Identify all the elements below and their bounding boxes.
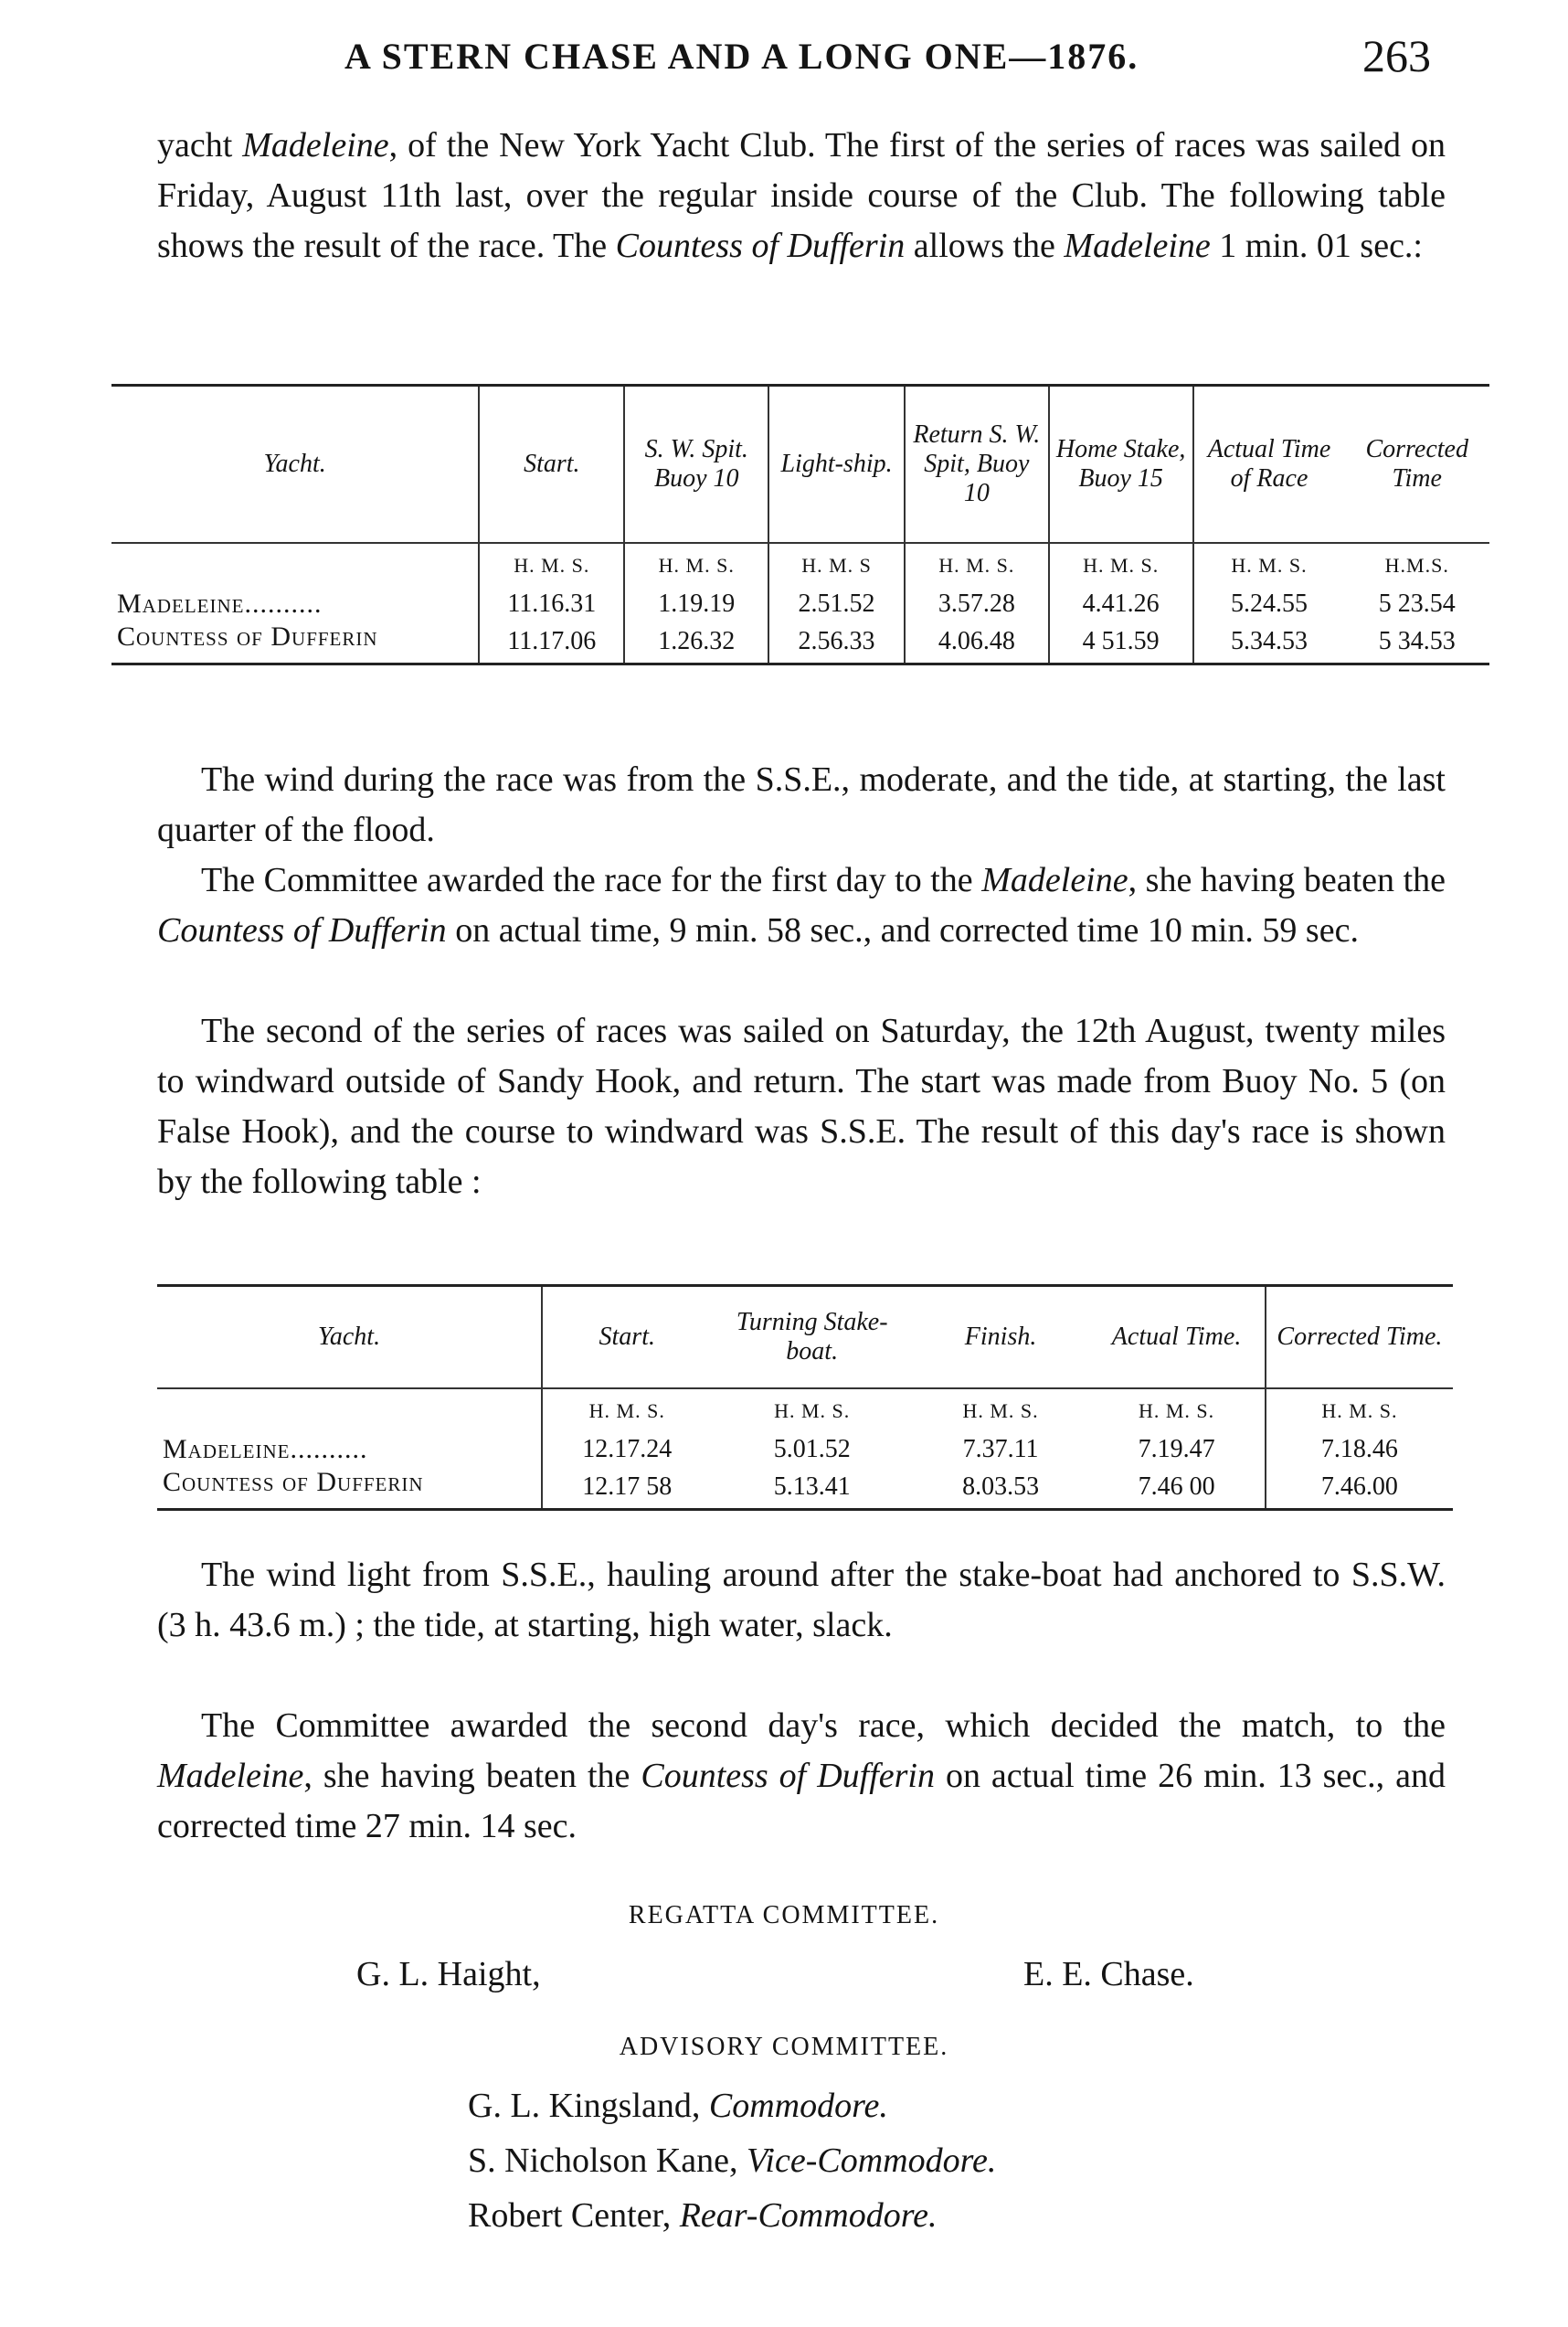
advisory-member-vice-commodore <box>468 2141 996 2181</box>
award1-yacht-countess: Countess of Dufferin <box>157 911 447 950</box>
second-race-units-row <box>157 1388 1453 1433</box>
t1-cell: 3.57.28 <box>905 588 1049 621</box>
first-race-header-row <box>111 386 1489 544</box>
award2-text-a: The Committee awarded the second day's race, which decided the match, to the <box>201 1706 1446 1745</box>
t1-unit: H. M. S. <box>1049 543 1193 588</box>
t2-header-start: Start. <box>542 1286 712 1389</box>
regatta-committee-heading: REGATTA COMMITTEE. <box>628 1901 940 1929</box>
award2-text-c: on actual time 26 min. 13 sec., and corrected time 27 min. 14 sec. <box>157 1757 1446 1845</box>
t1-header-corrected-time: Corrected Time <box>1365 435 1468 493</box>
t2-unit: H. M. S. <box>542 1388 712 1433</box>
second-race-paragraph <box>157 1006 1446 1207</box>
t2-cell: 5.01.52 <box>773 1435 851 1463</box>
wind-paragraph-2 <box>157 1550 1446 1651</box>
second-race-text: The second of the series of races was sailed on Saturday, the 12th August, twenty miles to windward outside of Sandy Hook, and return. The start was made from Buoy No. 5 (on False Hook), and the course to windward was S.S.E. The result of this day's race is shown by the following table : <box>157 1012 1446 1201</box>
advisory-committee-heading: ADVISORY COMMITTEE. <box>619 2033 949 2061</box>
award-paragraph-2 <box>157 1701 1446 1852</box>
t1-unit: H. M. S. <box>479 543 624 588</box>
t1-header-yacht: Yacht. <box>263 450 326 478</box>
table-row <box>157 1466 1453 1510</box>
wind-paragraph-1 <box>157 755 1446 855</box>
intro-text-2: , of the New York Yacht Club. The first of the series of races was sailed on Friday, August 11th last, over the regular inside course of the Club. The following table shows the result of the race. The <box>157 126 1446 265</box>
t2-yacht-name: Madeleine.......... <box>163 1434 368 1464</box>
t2-unit <box>157 1388 542 1433</box>
t1-header-return-sw-spit: Return S. W. Spit, Buoy 10 <box>905 386 1049 544</box>
t2-yacht-name: Countess of Dufferin <box>163 1467 424 1497</box>
t1-unit: H. M. S. <box>624 543 768 588</box>
advisory-member-title: Commodore. <box>708 2087 888 2125</box>
advisory-member-title: Rear-Commodore. <box>679 2196 938 2235</box>
t1-header-home-stake: Home Stake, Buoy 15 <box>1049 386 1193 544</box>
award1-text-b: , she having beaten the <box>1128 861 1446 899</box>
t1-cell: 2.51.52 <box>768 588 905 621</box>
regatta-member-haight: G. L. Haight, <box>356 1955 541 1993</box>
t1-yacht-name: Countess of Dufferin <box>117 622 378 652</box>
t2-header-corrected-time: Corrected Time. <box>1266 1286 1453 1389</box>
intro-yacht-madeleine-2: Madeleine <box>1064 227 1211 265</box>
intro-yacht-countess: Countess of Dufferin <box>615 227 906 265</box>
intro-yacht-madeleine: Madeleine <box>242 126 389 165</box>
advisory-member-name: G. L. Kingsland, <box>468 2087 701 2125</box>
second-race-table <box>157 1284 1453 1511</box>
t2-cell: 7.18.46 <box>1266 1433 1453 1466</box>
t1-unit: H.M.S. <box>1384 554 1449 577</box>
t2-unit: H. M. S. <box>962 1399 1039 1422</box>
t1-header-start: Start. <box>479 386 624 544</box>
t2-cell: 5.13.41 <box>773 1472 851 1501</box>
advisory-member-rear-commodore <box>468 2195 937 2236</box>
intro-paragraph <box>157 121 1446 271</box>
intro-text-3: allows the <box>913 227 1055 265</box>
wind-text-1: The wind during the race was from the S.S.E., moderate, and the tide, at starting, the last quarter of the flood. <box>157 760 1446 849</box>
t1-cell: 4.06.48 <box>905 621 1049 664</box>
t1-unit: H. M. S. <box>905 543 1049 588</box>
t1-header-actual-time: Actual Time of Race <box>1193 386 1345 544</box>
t2-header-actual-time: Actual Time. <box>1111 1323 1242 1351</box>
award1-yacht-madeleine: Madeleine <box>981 861 1128 899</box>
t2-cell: 7.46.00 <box>1266 1466 1453 1510</box>
t1-cell: 11.17.06 <box>479 621 624 664</box>
intro-text-1: yacht <box>157 126 233 165</box>
t2-cell: 7.37.11 <box>962 1435 1039 1463</box>
t1-cell: 2.56.33 <box>768 621 905 664</box>
t1-unit: H. M. S <box>768 543 905 588</box>
advisory-member-title: Vice-Commodore. <box>747 2141 997 2180</box>
first-race-units-row <box>111 543 1489 588</box>
t2-unit: H. M. S. <box>1266 1388 1453 1433</box>
t1-cell: 1.19.19 <box>624 588 768 621</box>
t2-header-yacht: Yacht. <box>317 1323 381 1351</box>
t2-unit: H. M. S. <box>774 1399 851 1422</box>
advisory-member-name: S. Nicholson Kane, <box>468 2141 738 2180</box>
t1-unit: H. M. S. <box>1193 543 1345 588</box>
t2-header-finish: Finish. <box>964 1323 1037 1351</box>
first-race-table <box>111 384 1489 665</box>
t2-cell: 7.19.47 <box>1138 1435 1215 1463</box>
award1-text-a: The Committee awarded the race for the first day to the <box>201 861 973 899</box>
award2-yacht-countess: Countess of Dufferin <box>641 1757 935 1795</box>
award1-text-c: on actual time, 9 min. 58 sec., and corrected time 10 min. 59 sec. <box>455 911 1359 950</box>
t2-cell: 12.17.24 <box>542 1433 712 1466</box>
t1-cell: 4 51.59 <box>1049 621 1193 664</box>
t2-unit: H. M. S. <box>1138 1399 1215 1422</box>
award2-yacht-madeleine: Madeleine <box>157 1757 304 1795</box>
award-paragraph-1 <box>157 855 1446 956</box>
advisory-member-name: Robert Center, <box>468 2196 672 2235</box>
table-row <box>111 621 1489 664</box>
t1-unit <box>111 543 479 588</box>
t1-yacht-name: Madeleine.......... <box>117 589 323 619</box>
t1-cell: 5 23.54 <box>1378 590 1456 618</box>
t1-cell: 11.16.31 <box>479 588 624 621</box>
t1-header-sw-spit: S. W. Spit. Buoy 10 <box>624 386 768 544</box>
running-head-title: A STERN CHASE AND A LONG ONE—1876. <box>344 36 1139 77</box>
advisory-member-commodore <box>468 2086 888 2126</box>
table-row <box>157 1433 1453 1466</box>
t1-header-lightship: Light-ship. <box>768 386 905 544</box>
intro-text-4: 1 min. 01 sec.: <box>1219 227 1423 265</box>
table-row <box>111 588 1489 621</box>
t1-cell: 5.24.55 <box>1193 588 1345 621</box>
t1-cell: 1.26.32 <box>624 621 768 664</box>
second-race-header-row <box>157 1286 1453 1389</box>
regatta-member-chase: E. E. Chase. <box>1023 1955 1194 1993</box>
t2-header-turning-stake-boat: Turning Stake-boat. <box>736 1308 888 1365</box>
wind-text-2: The wind light from S.S.E., hauling around after the stake-boat had anchored to S.S.W. (3 h. 43.6 m.) ; the tide, at starting, high water, slack. <box>157 1556 1446 1644</box>
page-number: 263 <box>1362 30 1431 81</box>
t2-cell: 12.17 58 <box>542 1466 712 1510</box>
t2-cell: 8.03.53 <box>962 1472 1040 1501</box>
t2-cell: 7.46 00 <box>1138 1472 1215 1501</box>
award2-text-b: , she having beaten the <box>303 1757 630 1795</box>
running-head <box>157 30 1431 90</box>
t1-cell: 5.34.53 <box>1193 621 1345 664</box>
t1-cell: 5 34.53 <box>1378 627 1456 655</box>
t1-cell: 4.41.26 <box>1049 588 1193 621</box>
